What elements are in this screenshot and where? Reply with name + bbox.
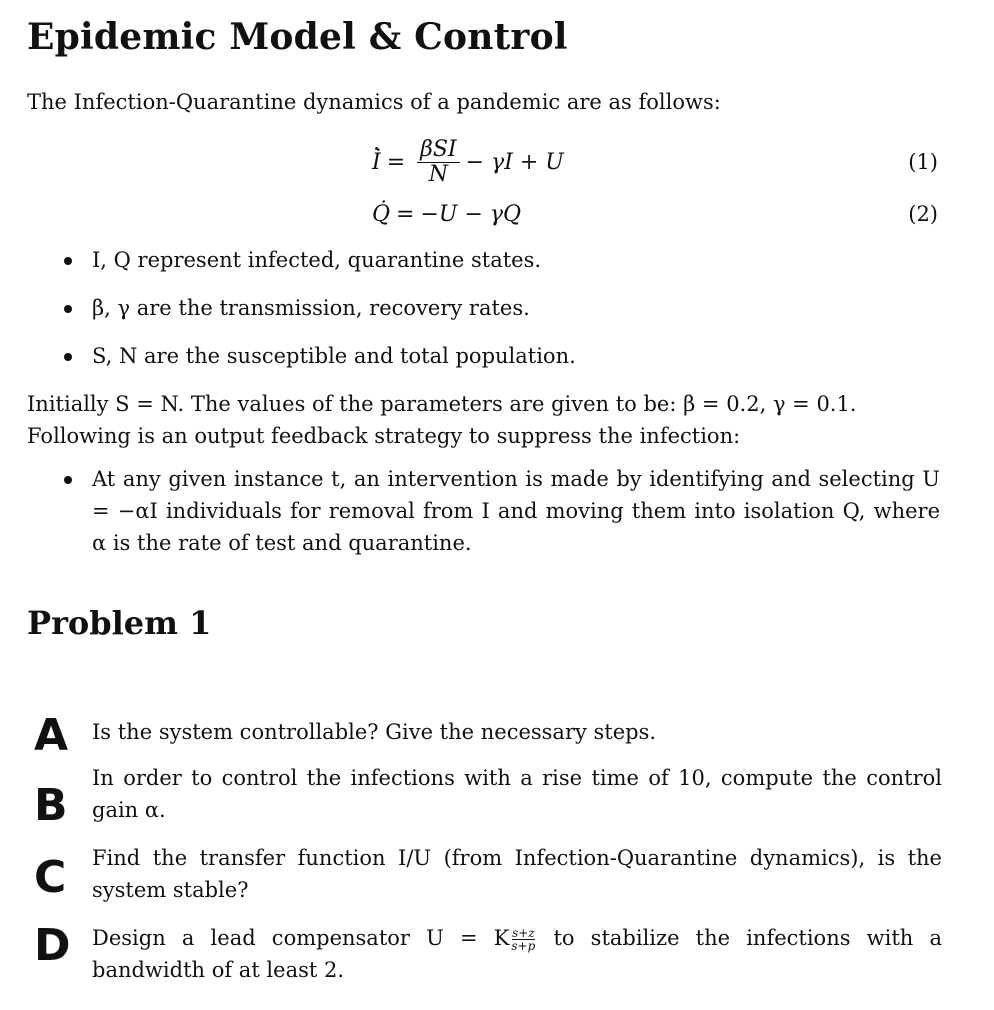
list-item: S, N are the susceptible and total population. xyxy=(60,340,940,372)
problem-d-fraction-denominator: s+p xyxy=(511,939,536,953)
page-title: Epidemic Model & Control xyxy=(27,16,568,58)
strategy-list xyxy=(60,463,940,559)
problem-d-text-after: to stabilize the infections with a bandwidth of at least 2. xyxy=(92,926,942,982)
equation-2 xyxy=(0,190,994,238)
problem-d-fraction xyxy=(511,927,535,952)
equation-1 xyxy=(0,138,994,186)
equation-1-number: (1) xyxy=(908,150,938,174)
problem-c-text: Find the transfer function I/U (from Infection-Quarantine dynamics), is the system stable? xyxy=(92,846,942,902)
equation-2-rest: −U − γQ xyxy=(420,201,522,227)
equation-1-rest: − γI + U xyxy=(465,149,564,175)
problem-b-text: In order to control the infections with a rise time of 10, compute the control gain α. xyxy=(92,766,942,822)
problem-d-text-before: Design a lead compensator U = K xyxy=(92,926,510,950)
problem-d-fraction-numerator: s+z xyxy=(512,926,535,940)
problem-b-letter: B xyxy=(34,780,68,831)
equation-1-denominator: N xyxy=(428,161,448,187)
equation-2-lhs: Q̇ xyxy=(372,201,391,227)
equation-1-equals: = xyxy=(386,149,406,175)
list-item: β, γ are the transmission, recovery rates. xyxy=(60,292,940,324)
problem-d-text xyxy=(92,922,942,986)
problem-a-letter: A xyxy=(34,710,69,761)
strategy-intro-paragraph: Following is an output feedback strategy to suppress the infection: xyxy=(27,424,741,448)
equation-1-lhs: İ xyxy=(372,149,381,175)
parameters-paragraph: Initially S = N. The values of the parameters are given to be: β = 0.2, γ = 0.1. xyxy=(27,392,857,416)
equation-2-equals: = xyxy=(396,201,415,227)
equation-1-numerator: βSI xyxy=(417,138,459,163)
list-item: I, Q represent infected, quarantine states. xyxy=(60,244,940,276)
equation-1-fraction xyxy=(417,138,459,187)
problem-a-text: Is the system controllable? Give the necessary steps. xyxy=(92,720,657,744)
equation-2-number: (2) xyxy=(908,202,938,226)
problem-c-letter: C xyxy=(34,852,67,903)
intro-paragraph: The Infection-Quarantine dynamics of a pandemic are as follows: xyxy=(27,90,721,114)
problem-d-letter: D xyxy=(34,920,71,971)
section-title: Problem 1 xyxy=(27,604,212,642)
list-item: At any given instance t, an intervention is made by identifying and selecting U = −αI individuals for removal from I and moving them into isolation Q, where α is the rate of test and quarantine. xyxy=(60,463,940,559)
definitions-list xyxy=(60,244,940,372)
